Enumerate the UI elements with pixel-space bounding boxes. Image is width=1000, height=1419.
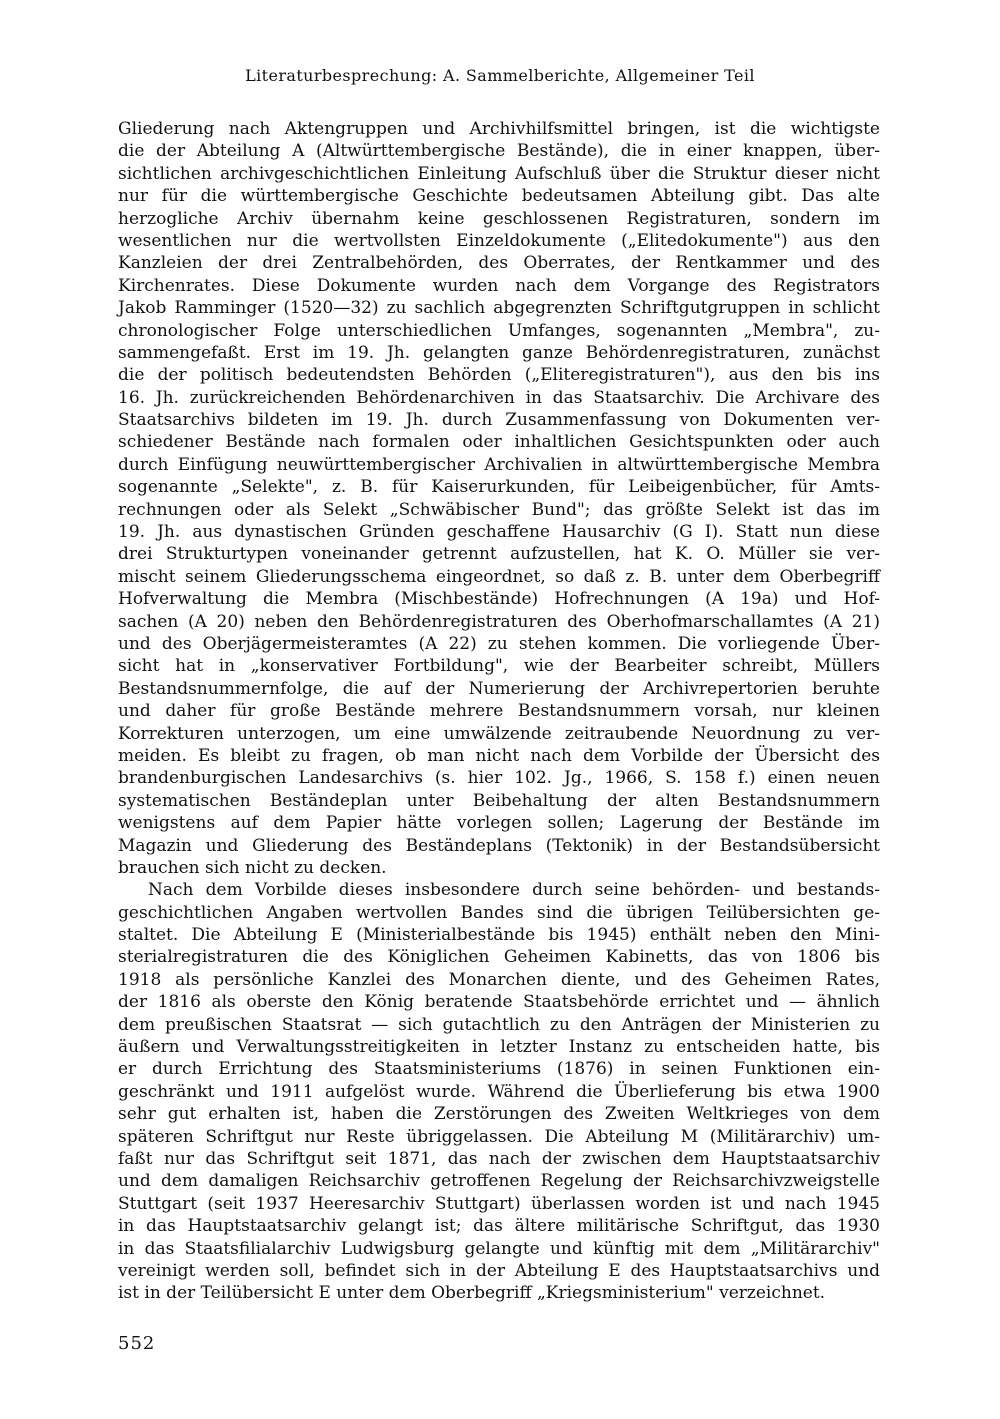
text-line: und des Oberjägermeisteramtes (A 22) zu stehen kommen. Die vorliegende Über-	[118, 633, 880, 654]
running-head: Literaturbesprechung: A. Sammelberichte, Allgemeiner Teil	[245, 66, 755, 85]
text-line: und dem damaligen Reichsarchiv getroffenen Regelung der Reichsarchivzweigstelle	[118, 1171, 880, 1192]
text-line: der 1816 als oberste den König beratende Staatsbehörde errichtet und — ähnlich	[118, 992, 880, 1013]
text-line: meiden. Es bleibt zu fragen, ob man nicht nach dem Vorbilde der Übersicht des	[118, 745, 880, 766]
text-line: Hofverwaltung die Membra (Mischbestände) Hofrechnungen (A 19a) und Hof-	[118, 589, 880, 610]
text-line: 1918 als persönliche Kanzlei des Monarchen diente, und des Geheimen Rates,	[118, 969, 880, 990]
text-line: die der Abteilung A (Altwürttembergische Bestände), die in einer knappen, über-	[118, 141, 880, 162]
page-number: 552	[118, 1333, 156, 1354]
text-line: schiedener Bestände nach formalen oder inhaltlichen Gesichtspunkten oder auch	[118, 432, 880, 453]
body-text	[118, 118, 880, 1305]
text-line: sachen (A 20) neben den Behördenregistraturen des Oberhofmarschallamtes (A 21)	[118, 611, 880, 632]
text-line: Kirchenrates. Diese Dokumente wurden nach dem Vorgange des Registrators	[118, 275, 880, 296]
text-line: systematischen Beständeplan unter Beibehaltung der alten Bestandsnummern	[118, 790, 880, 811]
text-line: späteren Schriftgut nur Reste übriggelassen. Die Abteilung M (Militärarchiv) um-	[118, 1126, 880, 1147]
text-line: nur für die württembergische Geschichte bedeutsamen Abteilung gibt. Das alte	[118, 186, 880, 207]
text-line: sammengefaßt. Erst im 19. Jh. gelangten ganze Behördenregistraturen, zunächst	[118, 342, 880, 363]
text-line: Stuttgart (seit 1937 Heeresarchiv Stuttgart) überlassen worden ist und nach 1945	[118, 1193, 880, 1214]
text-line: er durch Errichtung des Staatsministeriums (1876) in seinen Funktionen ein-	[118, 1059, 880, 1080]
text-line: dem preußischen Staatsrat — sich gutachtlich zu den Anträgen der Ministerien zu	[118, 1014, 880, 1035]
text-line: in das Hauptstaatsarchiv gelangt ist; das ältere militärische Schriftgut, das 1930	[118, 1216, 880, 1237]
text-line: sicht hat in „konservativer Fortbildung", wie der Bearbeiter schreibt, Müllers	[118, 656, 880, 677]
text-line: vereinigt werden soll, befindet sich in der Abteilung E des Hauptstaatsarchivs und	[118, 1260, 880, 1281]
text-line: wenigstens auf dem Papier hätte vorlegen sollen; Lagerung der Bestände im	[118, 813, 880, 834]
text-line: drei Strukturtypen voneinander getrennt aufzustellen, hat K. O. Müller sie ver-	[118, 544, 880, 565]
text-line: rechnungen oder als Selekt „Schwäbischer Bund"; das größte Selekt ist das im	[118, 499, 880, 520]
text-line: und daher für große Bestände mehrere Bestandsnummern vorsah, nur kleinen	[118, 701, 880, 722]
text-line: Bestandsnummernfolge, die auf der Numerierung der Archivrepertorien beruhte	[118, 678, 880, 699]
text-line: staltet. Die Abteilung E (Ministerialbestände bis 1945) enthält neben den Mini-	[118, 925, 880, 946]
text-line: chronologischer Folge unterschiedlichen Umfanges, sogenannten „Membra", zu-	[118, 320, 880, 341]
text-line: brauchen sich nicht zu decken.	[118, 857, 387, 878]
text-line: in das Staatsfilialarchiv Ludwigsburg gelangte und künftig mit dem „Militärarchiv"	[118, 1238, 880, 1259]
text-line: 16. Jh. zurückreichenden Behördenarchiven in das Staatsarchiv. Die Archivare des	[118, 387, 880, 408]
text-line: faßt nur das Schriftgut seit 1871, das nach der zwischen dem Hauptstaatsarchiv	[118, 1148, 880, 1169]
text-line: brandenburgischen Landesarchivs (s. hier 102. Jg., 1966, S. 158 f.) einen neuen	[118, 768, 880, 789]
text-line: äußern und Verwaltungsstreitigkeiten in letzter Instanz zu entscheiden hatte, bis	[118, 1037, 880, 1058]
text-line: ist in der Teilübersicht E unter dem Oberbegriff „Kriegsministerium" verzeichnet.	[118, 1283, 826, 1304]
text-line: durch Einfügung neuwürttembergischer Archivalien in altwürttembergische Membra	[118, 454, 880, 475]
text-line: die der politisch bedeutendsten Behörden („Eliteregistraturen"), aus den bis ins	[118, 365, 880, 386]
text-line: Nach dem Vorbilde dieses insbesondere durch seine behörden- und bestands-	[148, 880, 880, 901]
text-line: Korrekturen unterzogen, um eine umwälzende zeitraubende Neuordnung zu ver-	[118, 723, 880, 744]
text-line: Gliederung nach Aktengruppen und Archivhilfsmittel bringen, ist die wichtigste	[118, 119, 880, 139]
text-line: sogenannte „Selekte", z. B. für Kaiserurkunden, für Leibeigenbücher, für Amts-	[118, 477, 880, 498]
text-line: herzogliche Archiv übernahm keine geschlossenen Registraturen, sondern im	[118, 208, 880, 229]
text-line: Jakob Ramminger (1520—32) zu sachlich abgegrenzten Schriftgutgruppen in schlicht	[118, 298, 880, 319]
paragraph-2	[118, 879, 880, 1304]
text-line: Magazin und Gliederung des Beständeplans (Tektonik) in der Bestandsübersicht	[118, 835, 880, 856]
paragraph-1	[118, 118, 880, 879]
text-line: sehr gut erhalten ist, haben die Zerstörungen des Zweiten Weltkrieges von dem	[118, 1104, 880, 1125]
text-line: geschränkt und 1911 aufgelöst wurde. Während die Überlieferung bis etwa 1900	[118, 1081, 880, 1102]
text-line: sichtlichen archivgeschichtlichen Einleitung Aufschluß über die Struktur dieser nicht	[118, 163, 880, 184]
text-line: 19. Jh. aus dynastischen Gründen geschaffene Hausarchiv (G I). Statt nun diese	[118, 522, 880, 543]
text-line: geschichtlichen Angaben wertvollen Bandes sind die übrigen Teilübersichten ge-	[118, 902, 880, 923]
text-line: wesentlichen nur die wertvollsten Einzeldokumente („Elitedokumente") aus den	[118, 230, 880, 251]
text-line: sterialregistraturen die des Königlichen Geheimen Kabinetts, das von 1806 bis	[118, 947, 880, 968]
text-line: Staatsarchivs bildeten im 19. Jh. durch Zusammenfassung von Dokumenten ver-	[118, 410, 880, 431]
text-line: mischt seinem Gliederungsschema eingeordnet, so daß z. B. unter dem Oberbegriff	[118, 566, 880, 587]
text-line: Kanzleien der drei Zentralbehörden, des Oberrates, der Rentkammer und des	[118, 253, 880, 274]
